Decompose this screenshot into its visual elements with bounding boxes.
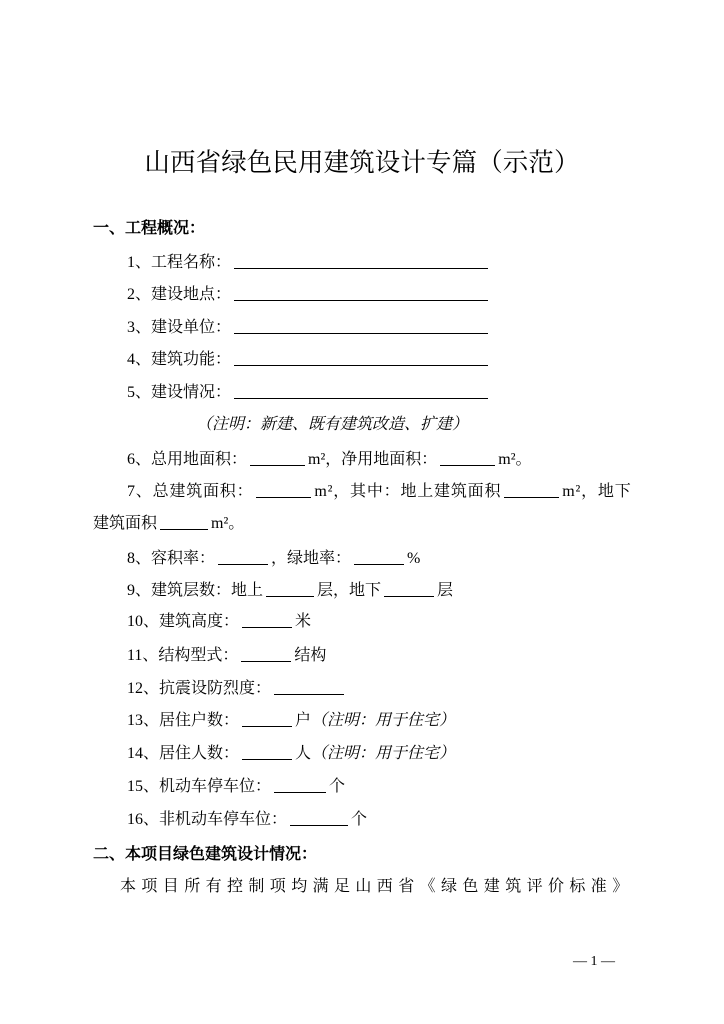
section-heading-green-design: 二、本项目绿色建筑设计情况： <box>93 846 318 863</box>
blank-line <box>250 451 305 466</box>
blank-line <box>234 319 488 334</box>
blank-line <box>440 451 495 466</box>
item-label: 1、工程名称： <box>127 254 232 271</box>
item-label: 15、机动车停车位： <box>127 778 272 795</box>
item-building-area <box>127 482 632 502</box>
blank-line <box>384 582 434 597</box>
item-function <box>127 350 491 370</box>
blank-line <box>256 483 311 498</box>
item-label: 6、总用地面积： <box>127 451 248 468</box>
item-bike-parking <box>127 810 367 830</box>
blank-line <box>218 550 268 565</box>
item-label: 16、非机动车停车位： <box>127 811 288 828</box>
item-label: 10、建筑高度： <box>127 613 240 630</box>
blank-line <box>242 745 292 760</box>
item-text: 层，地下 <box>317 582 382 599</box>
item-text: 个 <box>329 778 346 795</box>
status-note: （注明：新建、既有建筑改造、扩建） <box>196 416 469 433</box>
item-label: 4、建筑功能： <box>127 351 232 368</box>
blank-line <box>234 254 488 269</box>
blank-line <box>274 680 344 695</box>
item-label: 13、居住户数： <box>127 712 240 729</box>
item-text: % <box>407 550 421 567</box>
item-floors <box>127 581 453 601</box>
blank-line <box>504 483 559 498</box>
item-households <box>127 711 455 731</box>
blank-line <box>234 351 488 366</box>
item-label: 7、总建筑面积： <box>127 483 254 500</box>
item-text: 人 <box>295 745 312 762</box>
blank-line <box>290 811 348 826</box>
item-text: 户 <box>295 712 312 729</box>
item-text: m²。 <box>498 451 532 468</box>
blank-line <box>242 712 292 727</box>
item-label: 11、结构型式： <box>127 647 239 664</box>
item-note: （注明：用于住宅） <box>311 745 456 762</box>
item-text: ，绿地率： <box>271 550 352 567</box>
item-text: m²，净用地面积： <box>308 451 438 468</box>
item-status <box>127 383 491 403</box>
green-design-paragraph: 本项目所有控制项均满足山西省《绿色建筑评价标准》 <box>120 878 634 895</box>
item-text: m²，地下 <box>562 483 632 500</box>
item-text: 层 <box>437 582 454 599</box>
blank-line <box>274 778 326 793</box>
item-label: 8、容积率： <box>127 550 216 567</box>
item-building-area-continued <box>93 514 244 534</box>
item-residents <box>127 744 455 764</box>
item-label: 3、建设单位： <box>127 319 232 336</box>
item-location <box>127 285 491 305</box>
item-text: m²，其中：地上建筑面积 <box>314 483 502 500</box>
blank-line <box>242 613 292 628</box>
document-title: 山西省绿色民用建筑设计专篇（示范） <box>144 149 580 177</box>
blank-line <box>160 515 208 530</box>
item-land-area <box>127 450 532 470</box>
item-text: 建筑面积 <box>93 515 158 532</box>
item-text: 个 <box>351 811 368 828</box>
item-text: 米 <box>295 613 312 630</box>
item-text: m²。 <box>211 515 245 532</box>
item-seismic <box>127 679 347 699</box>
blank-line <box>234 384 488 399</box>
item-text: 结构 <box>294 647 327 664</box>
item-car-parking <box>127 777 345 797</box>
page-number: — 1 — <box>573 954 615 969</box>
blank-line <box>234 286 488 301</box>
item-label: 9、建筑层数：地上 <box>127 582 264 599</box>
blank-line <box>354 550 404 565</box>
section-heading-overview: 一、工程概况： <box>93 220 206 237</box>
item-plot-ratio <box>127 549 420 569</box>
item-note: （注明：用于住宅） <box>311 712 456 729</box>
item-owner <box>127 318 491 338</box>
item-project-name <box>127 253 491 273</box>
blank-line <box>241 647 291 662</box>
item-label: 2、建设地点： <box>127 286 232 303</box>
item-structure <box>127 646 326 666</box>
item-label: 12、抗震设防烈度： <box>127 680 272 697</box>
blank-line <box>266 582 314 597</box>
item-label: 5、建设情况： <box>127 384 232 401</box>
item-height <box>127 612 311 632</box>
item-label: 14、居住人数： <box>127 745 240 762</box>
